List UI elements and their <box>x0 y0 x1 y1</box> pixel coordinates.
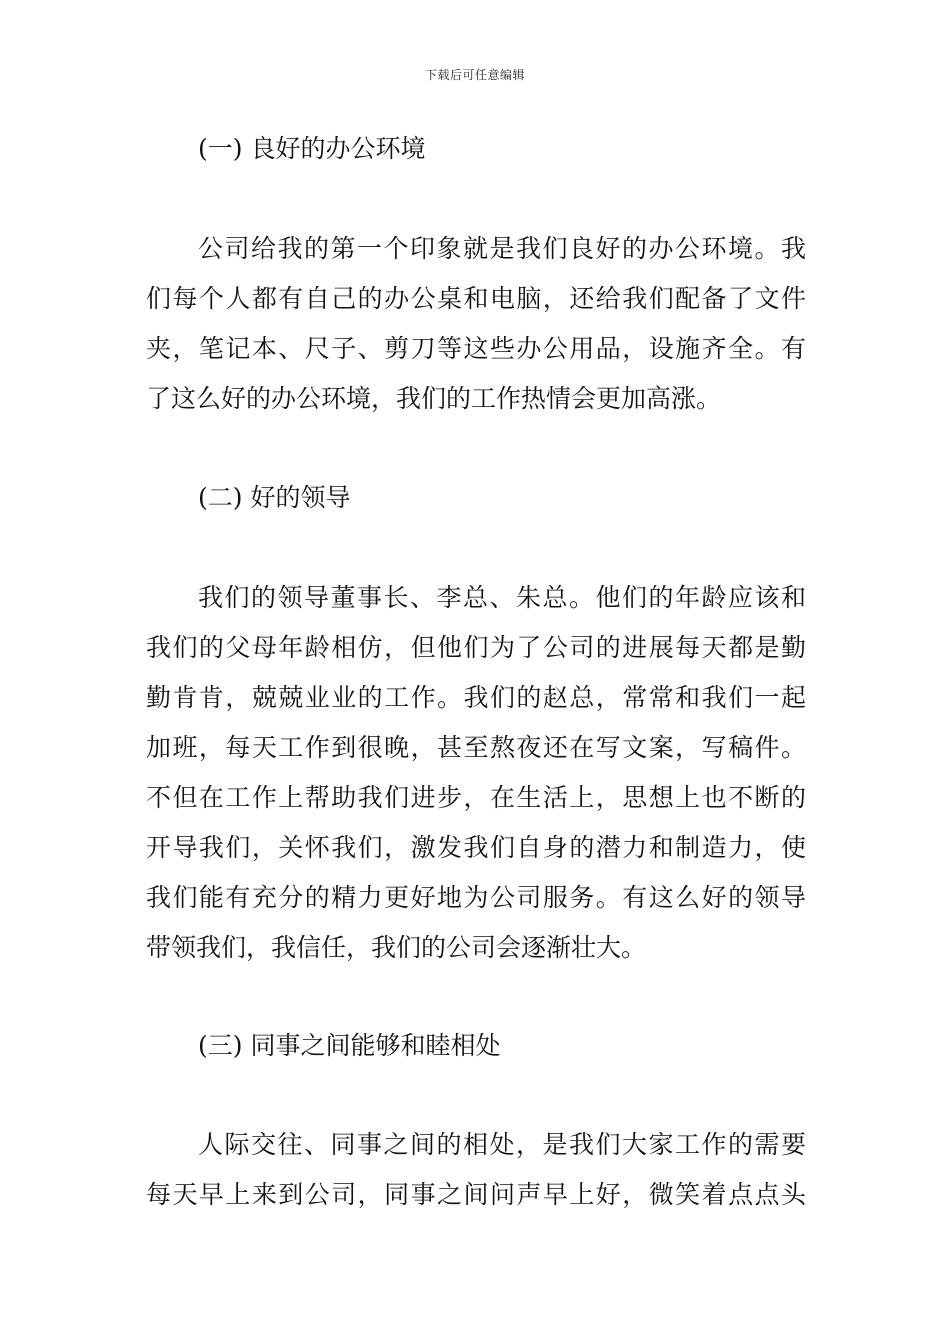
paragraph-line: 我们的领导董事长、李总、朱总。他们的年龄应该和 <box>198 583 806 612</box>
paragraph-line: 不但在工作上帮助我们进步，在生活上，思想上也不断的 <box>146 783 806 812</box>
paragraph-line: 们每个人都有自己的办公桌和电脑，还给我们配备了文件 <box>146 284 806 313</box>
section-paragraph-2 <box>146 573 806 973</box>
paragraph-line: 了这么好的办公环境，我们的工作热情会更加高涨。 <box>146 384 722 413</box>
section-heading-1: (一) 良好的办公环境 <box>198 134 426 163</box>
paragraph-line: 公司给我的第一个印象就是我们良好的办公环境。我 <box>198 234 806 263</box>
paragraph-line: 我们的父母年龄相仿，但他们为了公司的进展每天都是勤 <box>146 633 806 662</box>
section-paragraph-1 <box>146 224 806 424</box>
paragraph-line: 我们能有充分的精力更好地为公司服务。有这么好的领导 <box>146 883 806 912</box>
paragraph-line: 人际交往、同事之间的相处，是我们大家工作的需要 <box>198 1130 806 1159</box>
paragraph-line: 夹，笔记本、尺子、剪刀等这些办公用品，设施齐全。有 <box>146 334 806 363</box>
section-heading-3: (三) 同事之间能够和睦相处 <box>198 1031 501 1060</box>
section-paragraph-3 <box>146 1120 806 1220</box>
paragraph-line: 开导我们，关怀我们，激发我们自身的潜力和制造力，使 <box>146 833 806 862</box>
paragraph-line: 每天早上来到公司，同事之间问声早上好，微笑着点点头 <box>146 1180 806 1209</box>
paragraph-line: 勤肯肯，兢兢业业的工作。我们的赵总，常常和我们一起 <box>146 683 806 712</box>
header-note: 下载后可任意编辑 <box>424 68 525 82</box>
paragraph-line: 加班，每天工作到很晚，甚至熬夜还在写文案，写稿件。 <box>146 733 806 762</box>
paragraph-line: 带领我们，我信任，我们的公司会逐渐壮大。 <box>146 933 647 962</box>
section-heading-2: (二) 好的领导 <box>198 483 351 512</box>
